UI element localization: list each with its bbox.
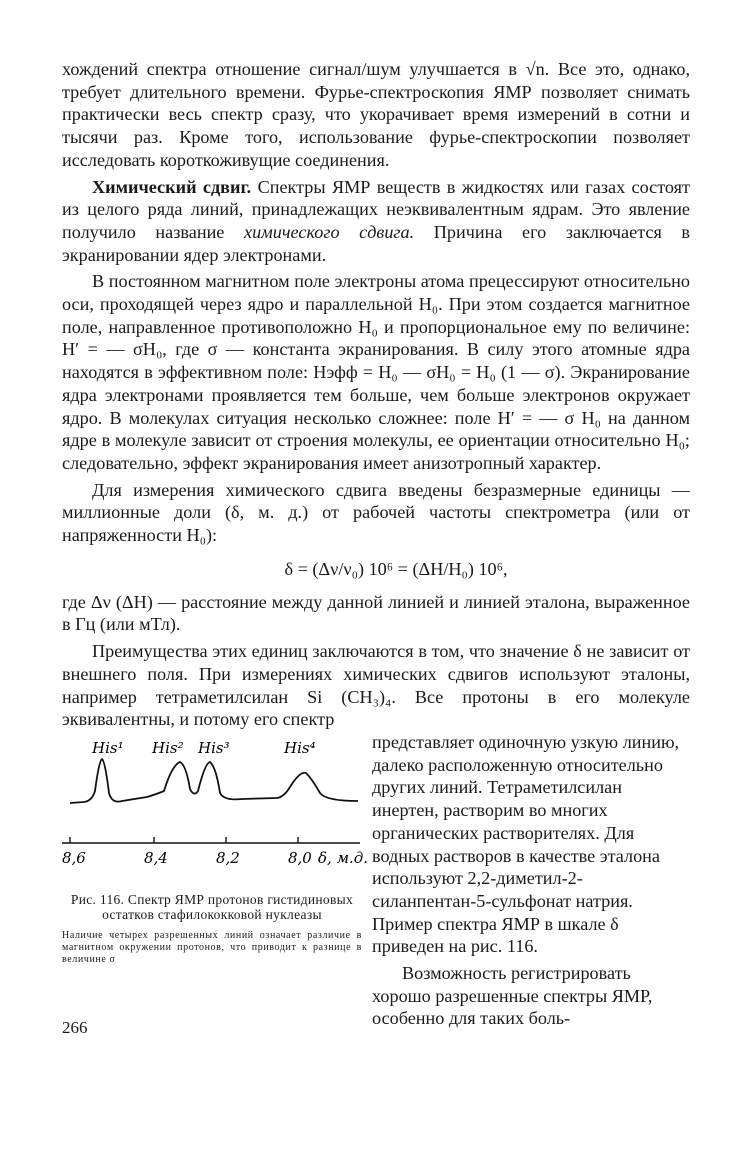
formula-delta: δ = (Δν/ν₀) 10⁶ = (ΔH/H₀) 10⁶,: [284, 558, 508, 579]
paragraph-1: хождений спектра отношение сигнал/шум улучшается в √n. Все это, однако, требует длительного времени. Фурье-спектроскопия ЯМР позволяет снимать практически весь спектр сразу, что укорачивает время измерений в сотни и тысячи раз. Кроме того, использование фурье-спектроскопии позволяет исследовать короткоживущие соединения.: [62, 59, 690, 170]
peak-label-his3: His³: [198, 738, 230, 757]
paragraph-3: В постоянном магнитном поле электроны атома прецессируют относительно оси, проходящей через ядро и параллельной H₀. При этом создается магнитное поле, направленное противоположно H₀ и пропорциональное ему по величине: H′ = — σH₀, где σ — константа экранирования. В силу этого атомные ядра находятся в эффективном поле: Hэфф = H₀ — σH₀ = H₀ (1 — σ). Экранирование ядра электронами проявляется тем больше, чем больше электронов окружает ядро. В молекулах ситуация несколько сложнее: поле H′ = — σ H₀ на данном ядре в молекуле зависит от строения молекулы, ее ориентации относительно H₀; следовательно, эффект экранирования имеет анизотропный характер.: [62, 271, 690, 473]
axis-unit-label: δ, м.д.: [318, 848, 369, 867]
peak-label-his1: His¹: [92, 738, 124, 757]
paragraph-4: Для измерения химического сдвига введены безразмерные единицы — миллионные доли (δ, м. д.) от рабочей частоты спектрометра (или от напряженности H₀):: [62, 479, 690, 546]
figure-note: Наличие четырех разрешенных линий означает различие в магнитном окружении протонов, что приводит к разнице в величине σ: [62, 929, 362, 965]
paragraph-chemical-shift: [62, 176, 690, 267]
paragraph-7: Возможность регистрировать хорошо разрешенные спектры ЯМР, особенно для таких боль-: [372, 963, 653, 1029]
paragraph-2-part-b: Причина его заключается в экранировании ядер электронами.: [62, 221, 691, 265]
paragraph-2-part-a: Спектры ЯМР веществ в жидкостях или газах состоят из целого ряда линий, принадлежащих неэквивалентным ядрам. Это явление получило название: [62, 176, 690, 242]
figure-116: [62, 731, 369, 966]
figure-caption: Рис. 116. Спектр ЯМР протонов гистидиновых остатков стафилококковой нуклеазы: [70, 891, 354, 922]
figure-block: [62, 731, 690, 1061]
term-chemical-shift: химического сдвига.: [244, 221, 415, 242]
tick-label-8-0: 8,0: [288, 848, 312, 867]
page-number: 266: [62, 1018, 88, 1037]
paragraph-6: Преимущества этих единиц заключаются в том, что значение δ не зависит от внешнего поля. При измерениях химических сдвигов используют эталоны, например тетраметилсилан Si (CH₃)₄. Все протоны в его молекуле эквивалентны, и потому его спектр: [62, 641, 690, 730]
wrapped-text-column: [372, 731, 690, 1030]
section-heading: Химический сдвиг.: [92, 176, 252, 197]
spectrum-trace: [70, 759, 358, 803]
tick-label-8-4: 8,4: [144, 848, 168, 867]
page-text: [62, 58, 690, 1061]
nmr-spectrum: [62, 731, 369, 881]
tick-label-8-2: 8,2: [216, 848, 240, 867]
tick-label-8-6: 8,6: [62, 848, 86, 867]
paragraph-5: где Δν (ΔH) — расстояние между данной линией и линией эталона, выраженное в Гц (или мТл).: [62, 591, 690, 635]
peak-label-his4: His⁴: [284, 738, 316, 757]
peak-label-his2: His²: [152, 738, 184, 757]
paragraph-6-continued: представляет одиночную узкую линию, далеко расположенную относительно других линий. Тетраметилсилан инертен, растворим во многих органических растворителях. Для водных растворов в качестве эталона используют 2,2-диметил-2-силанпентан-5-сульфонат натрия. Пример спектра ЯМР в шкале δ приведен на рис. 116.: [372, 731, 680, 957]
